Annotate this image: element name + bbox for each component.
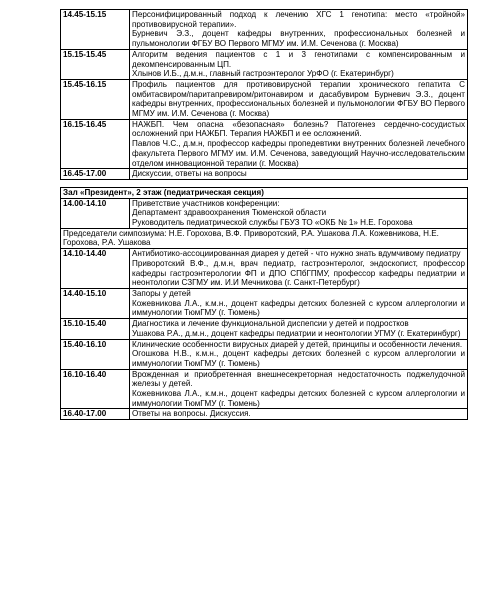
program-row — [61, 119, 468, 169]
time-slot: 14.40-15.10 — [61, 288, 130, 318]
session-description — [130, 369, 468, 409]
session-description — [130, 339, 468, 369]
chairs-text: Председатели симпозиума: Н.Е. Горохова, В.Ф. Приворотский, Р.А. Ушакова Л.А. Кожевникова, Н.Е. Горохова, Р.А. Ушакова — [61, 228, 468, 248]
program-row — [61, 409, 468, 420]
program-row — [61, 249, 468, 289]
session-title: Приветствие участников конференции: — [132, 198, 280, 208]
time-slot: 16.45-17.00 — [61, 169, 130, 180]
time-slot: 14.45-15.15 — [61, 10, 130, 50]
session-description — [130, 249, 468, 289]
program-row — [61, 319, 468, 339]
session-detail: Департамент здравоохранения Тюменской области — [132, 208, 327, 218]
time-slot: 16.15-16.45 — [61, 119, 130, 169]
program-row — [61, 198, 468, 228]
session-title: Профиль пациентов для противовирусной терапии хронического гепатита С омбитасвиром/паритапревиром/ритонавиром и дасабувиром Бурневич Э.З., доцент кафедры внутренних, профессиональных болезней и пульмонологии ФГБУ ВО Первого МГМУ им. И.М. Сеченова (г. Москва) — [132, 79, 465, 119]
session-description — [130, 198, 468, 228]
session-description — [130, 119, 468, 169]
session-title: Клинические особенности вирусных диарей у детей, принципы и особенности лечения. — [132, 339, 463, 349]
session-detail: Бурневич Э.З., доцент кафедры внутренних, профессиональных болезней и пульмонологии ФГБУ ВО Первого МГМУ им. И.М. Сеченова (г. Москва) — [132, 29, 465, 49]
program-row — [61, 369, 468, 409]
session-description — [130, 409, 468, 420]
program-row — [61, 10, 468, 50]
session-detail: Кожевникова Л.А., к.м.н., доцент кафедры детских болезней с курсом аллергологии и иммунологии ТюмГМУ (г. Тюмень) — [132, 389, 465, 408]
program-table — [60, 9, 468, 420]
session-description — [130, 79, 468, 119]
session-description — [130, 49, 468, 79]
time-slot: 15.15-15.45 — [61, 49, 130, 79]
session-description — [130, 169, 468, 180]
session-title: Врожденная и приобретенная внешнесекреторная недостаточность поджелудочной железы у детей. — [132, 369, 465, 389]
session-detail: Ушакова Р.А., д.м.н., доцент кафедры педиатрии и неонтологии УГМУ (г. Екатеринбург) — [132, 328, 461, 338]
session-description — [130, 319, 468, 339]
session-title: Ответы на вопросы. Дискуссия. — [132, 409, 251, 419]
program-row — [61, 339, 468, 369]
session-detail: Приворотский В.Ф., д.м.н, врач педиатр, гастроэнтеролог, эндоскопист, профессор кафедры гастроэнтерологии ФП и ДПО СПбГПМУ, профессор кафедры педиатрии и неонтологии СЗГМУ им. И.И Мечникова (г. Санкт-Петербург) — [132, 258, 465, 288]
time-slot: 15.40-16.10 — [61, 339, 130, 369]
time-slot: 15.10-15.40 — [61, 319, 130, 339]
session-title: Персонифицированный подход к лечению ХГС 1 генотипа: место «тройной» противовирусной терапии». — [132, 10, 465, 29]
session-detail: Огошкова Н.В., к.м.н., доцент кафедры детских болезней с курсом аллергологии и иммунологии ТюмГМУ (г. Тюмень) — [132, 349, 465, 368]
session-title: Антибиотико-ассоциированная диарея у детей - что нужно знать вдумчивому педиатру — [132, 249, 461, 259]
session-title: Запоры у детей — [132, 288, 191, 298]
session-title: Дискуссии, ответы на вопросы — [132, 169, 247, 179]
time-slot: 16.40-17.00 — [61, 409, 130, 420]
program-row — [61, 79, 468, 119]
session-title: Диагностика и лечение функциональной диспепсии у детей и подростков — [132, 319, 409, 329]
program-row — [61, 169, 468, 180]
hall-heading: Зал «Президент», 2 этаж (педиатрическая секция) — [61, 187, 468, 198]
program-row — [61, 49, 468, 79]
session-detail: Кожевникова Л.А., к.м.н., доцент кафедры детских болезней с курсом аллергологии и иммунологии ТюмГМУ (г. Тюмень) — [132, 298, 465, 318]
session-detail: Хлынов И.Б., д.м.н., главный гастроэнтеролог УрФО (г. Екатеринбург) — [132, 69, 394, 79]
session-title: Алгоритм ведения пациентов с 1 и 3 генотипами с компенсированным и декомпенсированным ЦП. — [132, 49, 465, 69]
session-detail: Руководитель педиатрической службы ГБУЗ ТО «ОКБ № 1» Н.Е. Горохова — [132, 218, 413, 228]
time-slot: 16.10-16.40 — [61, 369, 130, 409]
session-description — [130, 288, 468, 318]
time-slot: 15.45-16.15 — [61, 79, 130, 119]
time-slot: 14.10-14.40 — [61, 249, 130, 289]
hall-heading-row — [61, 187, 468, 198]
program-row — [61, 288, 468, 318]
session-description — [130, 10, 468, 50]
session-title: НАЖБП. Чем опасна «безопасная» болезнь? Патогенез сердечно-сосудистых осложнений при НАЖБП. Терапия НАЖБП и ее осложнений. — [132, 119, 465, 139]
spacer-cell — [61, 179, 468, 187]
time-slot: 14.00-14.10 — [61, 198, 130, 228]
session-detail: Павлов Ч.С., д.м.н, профессор кафедры пропедевтики внутренних болезней лечебного факультета Первого МГМУ им. И.М. Сеченова, заведующий Научно-исследовательским отделом инновационной терапии (г. Москва) — [132, 139, 465, 168]
section-spacer — [61, 179, 468, 187]
chairs-row — [61, 228, 468, 248]
